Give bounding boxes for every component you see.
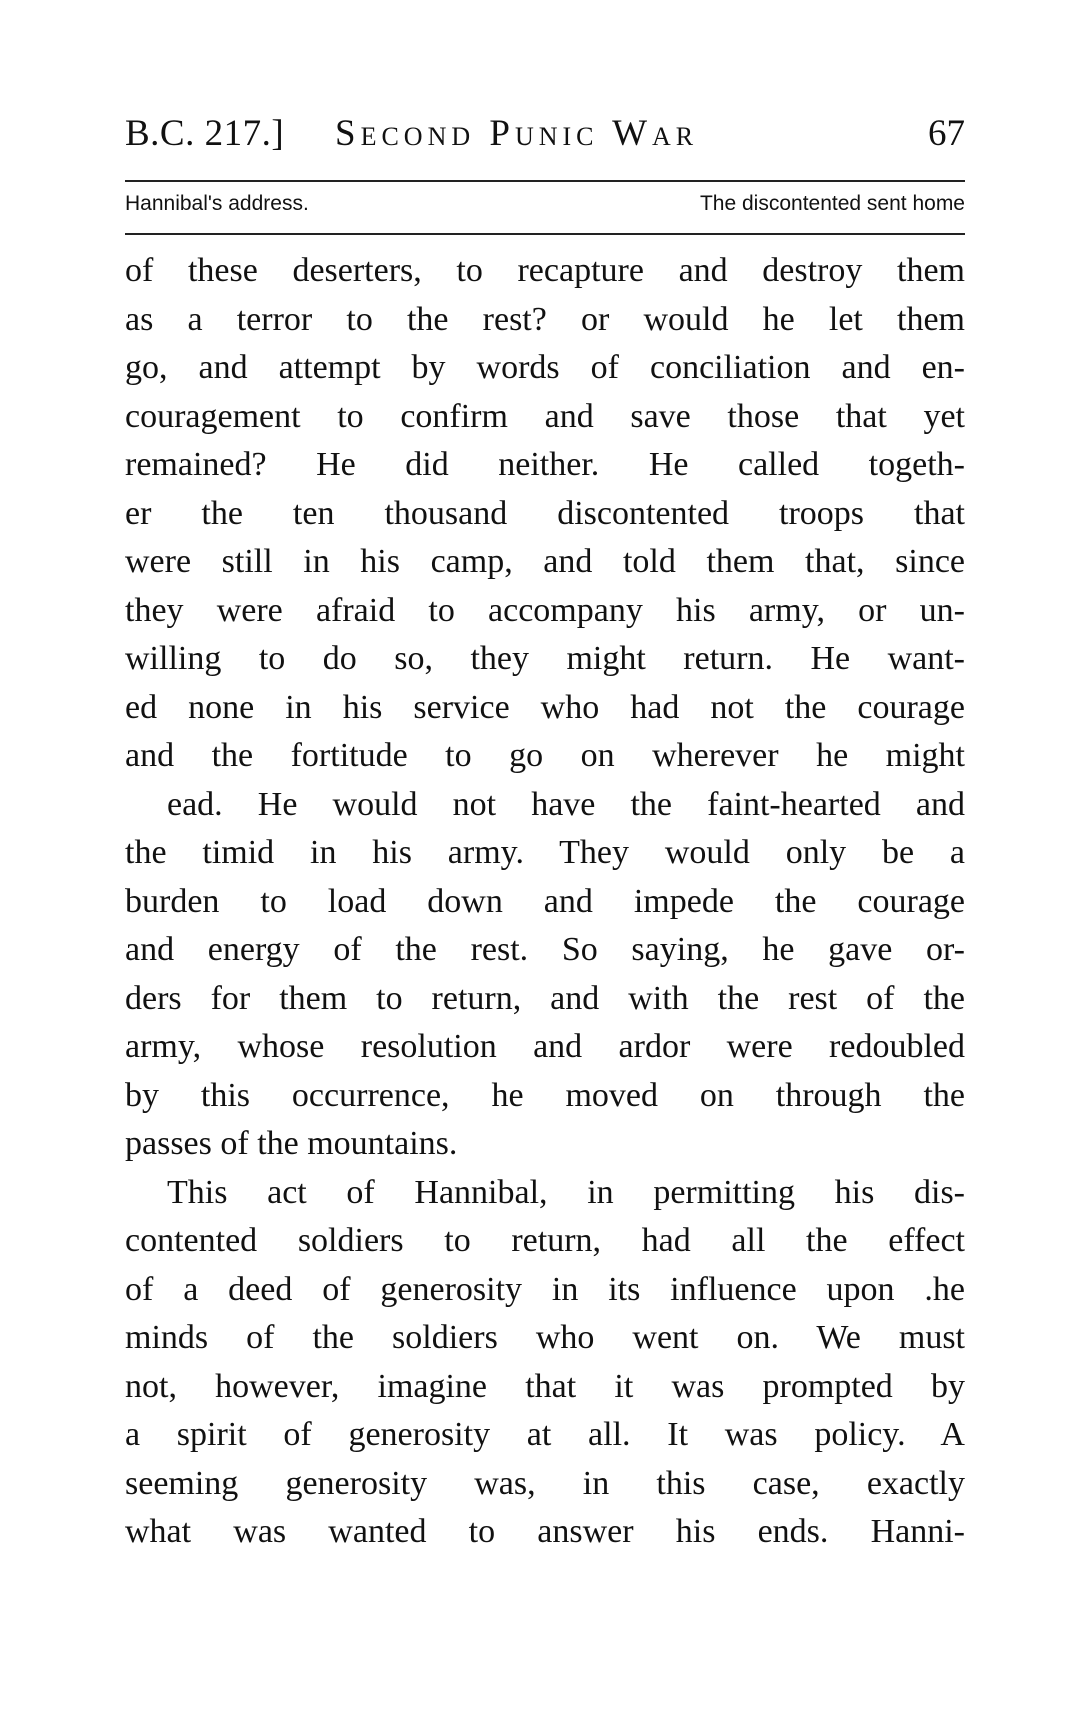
- text-line: of these deserters, to recapture and destroy them: [125, 252, 965, 289]
- text-line: er the ten thousand discontented troops that: [125, 494, 965, 532]
- text-line: burden to load down and impede the courage: [125, 882, 965, 920]
- text-line: and the fortitude to go on wherever he might: [125, 737, 965, 774]
- body-text: [125, 247, 965, 1557]
- header-rule-top: [125, 180, 965, 182]
- text-line: ead. He would not have the faint-hearted and: [167, 785, 965, 823]
- header-rule-bottom: [125, 233, 965, 235]
- subheading-right: The discontented sent home: [699, 192, 965, 215]
- text-line: contented soldiers to return, had all the effect: [125, 1222, 965, 1259]
- text-line: couragement to confirm and save those that yet: [125, 397, 965, 435]
- marginal-subheading: [125, 188, 965, 228]
- text-line: the timid in his army. They would only be a: [125, 834, 965, 871]
- header-title: Second Punic War: [335, 113, 699, 154]
- book-page: [125, 0, 965, 1713]
- text-line: minds of the soldiers who went on. We must: [125, 1319, 965, 1356]
- running-header: [125, 112, 965, 172]
- text-line: ders for them to return, and with the rest of the: [125, 979, 965, 1017]
- text-line: passes of the mountains.: [125, 1125, 458, 1162]
- text-line: by this occurrence, he moved on through the: [125, 1076, 965, 1114]
- header-date: B.C. 217.]: [125, 113, 285, 154]
- text-line: ed none in his service who had not the courage: [125, 688, 965, 726]
- text-line: go, and attempt by words of conciliation and en-: [125, 349, 965, 386]
- subheading-left: Hannibal's address.: [125, 192, 309, 215]
- text-line: seeming generosity was, in this case, exactly: [125, 1464, 965, 1502]
- page-number: 67: [928, 113, 965, 154]
- text-line: not, however, imagine that it was prompted by: [125, 1367, 965, 1405]
- text-line: they were afraid to accompany his army, or un-: [125, 591, 965, 629]
- text-line: were still in his camp, and told them that, since: [125, 543, 965, 580]
- text-line: army, whose resolution and ardor were redoubled: [125, 1028, 965, 1065]
- text-line: and energy of the rest. So saying, he gave or-: [125, 931, 965, 968]
- text-line: as a terror to the rest? or would he let them: [125, 300, 965, 338]
- text-line: a spirit of generosity at all. It was policy. A: [125, 1416, 965, 1453]
- text-line: This act of Hannibal, in permitting his dis-: [167, 1173, 965, 1211]
- text-line: of a deed of generosity in its influence upon .he: [125, 1270, 965, 1308]
- text-line: what was wanted to answer his ends. Hanni-: [125, 1513, 965, 1550]
- text-line: willing to do so, they might return. He want-: [125, 640, 965, 677]
- text-line: remained? He did neither. He called togeth-: [125, 446, 965, 483]
